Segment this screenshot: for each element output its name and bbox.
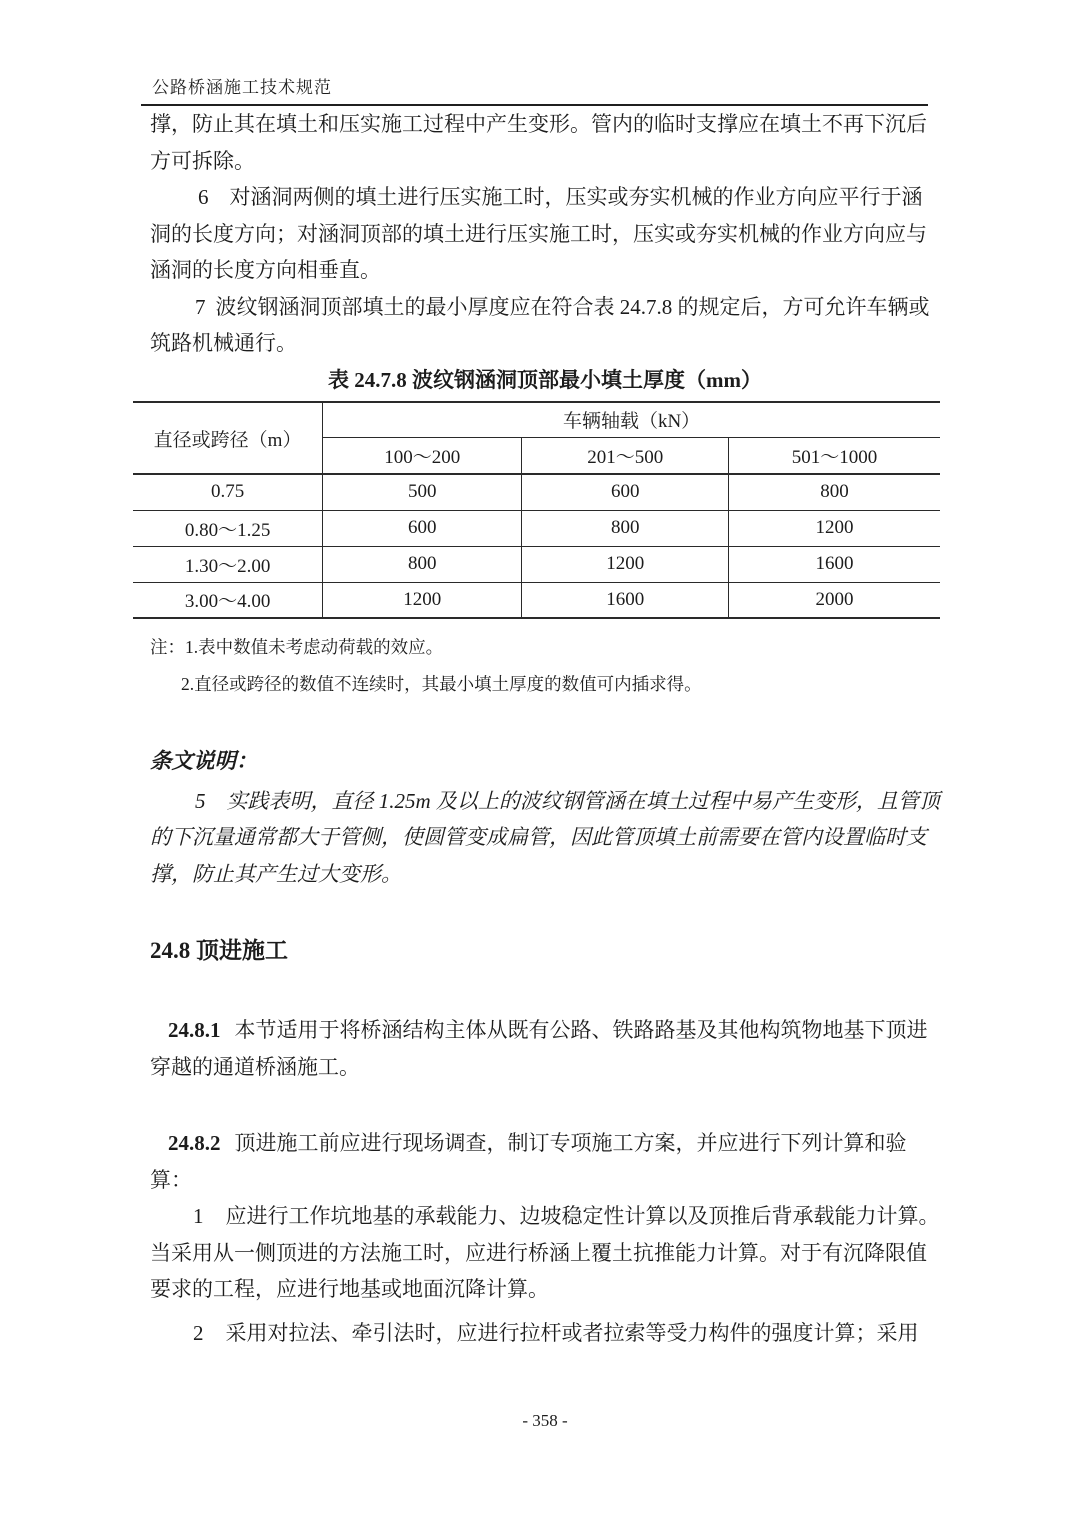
clause-24-8-1: 24.8.1 本节适用于将桥涵结构主体从既有公路、铁路路基及其他构筑物地基下顶进穿越的通道桥涵施工。 <box>150 1018 928 1079</box>
running-header <box>141 78 928 106</box>
value-cell: 600 <box>522 474 729 510</box>
clause-number: 24.8.2 <box>168 1131 221 1155</box>
table-row <box>133 510 940 546</box>
table-row <box>133 474 940 510</box>
row-label-cell: 0.75 <box>133 474 323 510</box>
value-cell: 800 <box>323 546 522 582</box>
column-header-range-3: 501～1000 <box>729 437 940 474</box>
clause-24-8-2: 24.8.2 顶进施工前应进行现场调查，制订专项施工方案，并应进行下列计算和验算： <box>150 1131 907 1192</box>
table-caption: 表 24.7.8 波纹钢涵洞顶部最小填土厚度（mm） <box>328 367 762 392</box>
value-cell: 1200 <box>522 546 729 582</box>
paragraph-item-7: 7 波纹钢涵洞顶部填土的最小厚度应在符合表 24.7.8 的规定后，方可允许车辆或筑路机械通行。 <box>150 294 930 355</box>
paragraph-continuation: 撑，防止其在填土和压实施工过程中产生变形。管内的临时支撑应在填土不再下沉后方可拆除。 <box>150 112 927 173</box>
page-content <box>150 106 940 1351</box>
table-row <box>133 546 940 582</box>
commentary-heading: 条文说明： <box>150 749 258 773</box>
min-fill-thickness-table <box>133 401 940 619</box>
table-note-1: 注：1.表中数值未考虑动荷载的效应。 <box>150 637 444 657</box>
clause-number: 24.8.1 <box>168 1018 221 1042</box>
item-number: 6 <box>198 185 209 209</box>
value-cell: 1200 <box>323 582 522 618</box>
value-cell: 2000 <box>729 582 940 618</box>
value-cell: 1600 <box>522 582 729 618</box>
table-header-row-group <box>133 402 940 437</box>
item-number: 7 <box>195 294 206 319</box>
table-note-2: 2.直径或跨径的数值不连续时，其最小填土厚度的数值可内插求得。 <box>181 674 702 694</box>
section-heading-24-8: 24.8 顶进施工 <box>150 938 288 963</box>
book-title: 公路桥涵施工技术规范 <box>152 78 332 97</box>
row-label-cell: 0.80～1.25 <box>133 510 323 546</box>
clause-list-item-1: 1 应进行工作坑地基的承载能力、边坡稳定性计算以及顶推后背承载能力计算。当采用从一侧顶进的方法施工时，应进行桥涵上覆土抗推能力计算。对于有沉降限值要求的工程，应进行地基或地面沉降计算。 <box>150 1204 940 1301</box>
paragraph-item-6: 6 对涵洞两侧的填土进行压实施工时，压实或夯实机械的作业方向应平行于涵洞的长度方向；对涵洞顶部的填土进行压实施工时，压实或夯实机械的作业方向应与涵洞的长度方向相垂直。 <box>150 185 927 282</box>
clause-list-item-2: 2 采用对拉法、牵引法时，应进行拉杆或者拉索等受力构件的强度计算；采用 <box>193 1320 919 1345</box>
value-cell: 1600 <box>729 546 940 582</box>
item-number: 1 <box>193 1204 204 1228</box>
value-cell: 500 <box>323 474 522 510</box>
value-cell: 600 <box>323 510 522 546</box>
column-header-axle-load: 车辆轴载（kN） <box>323 402 940 437</box>
table-row <box>133 582 940 618</box>
column-header-range-1: 100～200 <box>323 437 522 474</box>
value-cell: 800 <box>729 474 940 510</box>
commentary-block <box>150 743 940 892</box>
table-notes <box>150 629 940 703</box>
row-label-cell: 3.00～4.00 <box>184 591 271 613</box>
item-number: 2 <box>193 1320 204 1345</box>
column-header-range-2: 201～500 <box>522 437 729 474</box>
commentary-item-5: 5 实践表明，直径 1.25m 及以上的波纹钢管涵在填土过程中易产生变形，且管顶的下沉量通常都大于管侧，使圆管变成扁管，因此管顶填土前需要在管内设置临时支撑，防止其产生过大变形。 <box>150 788 940 886</box>
value-cell: 1200 <box>729 510 940 546</box>
item-number: 5 <box>195 788 206 813</box>
page-number: - 358 - <box>522 1411 568 1430</box>
value-cell: 800 <box>522 510 729 546</box>
column-header-diameter: 直径或跨径（m） <box>133 402 323 474</box>
row-label-cell: 1.30～2.00 <box>133 546 323 582</box>
